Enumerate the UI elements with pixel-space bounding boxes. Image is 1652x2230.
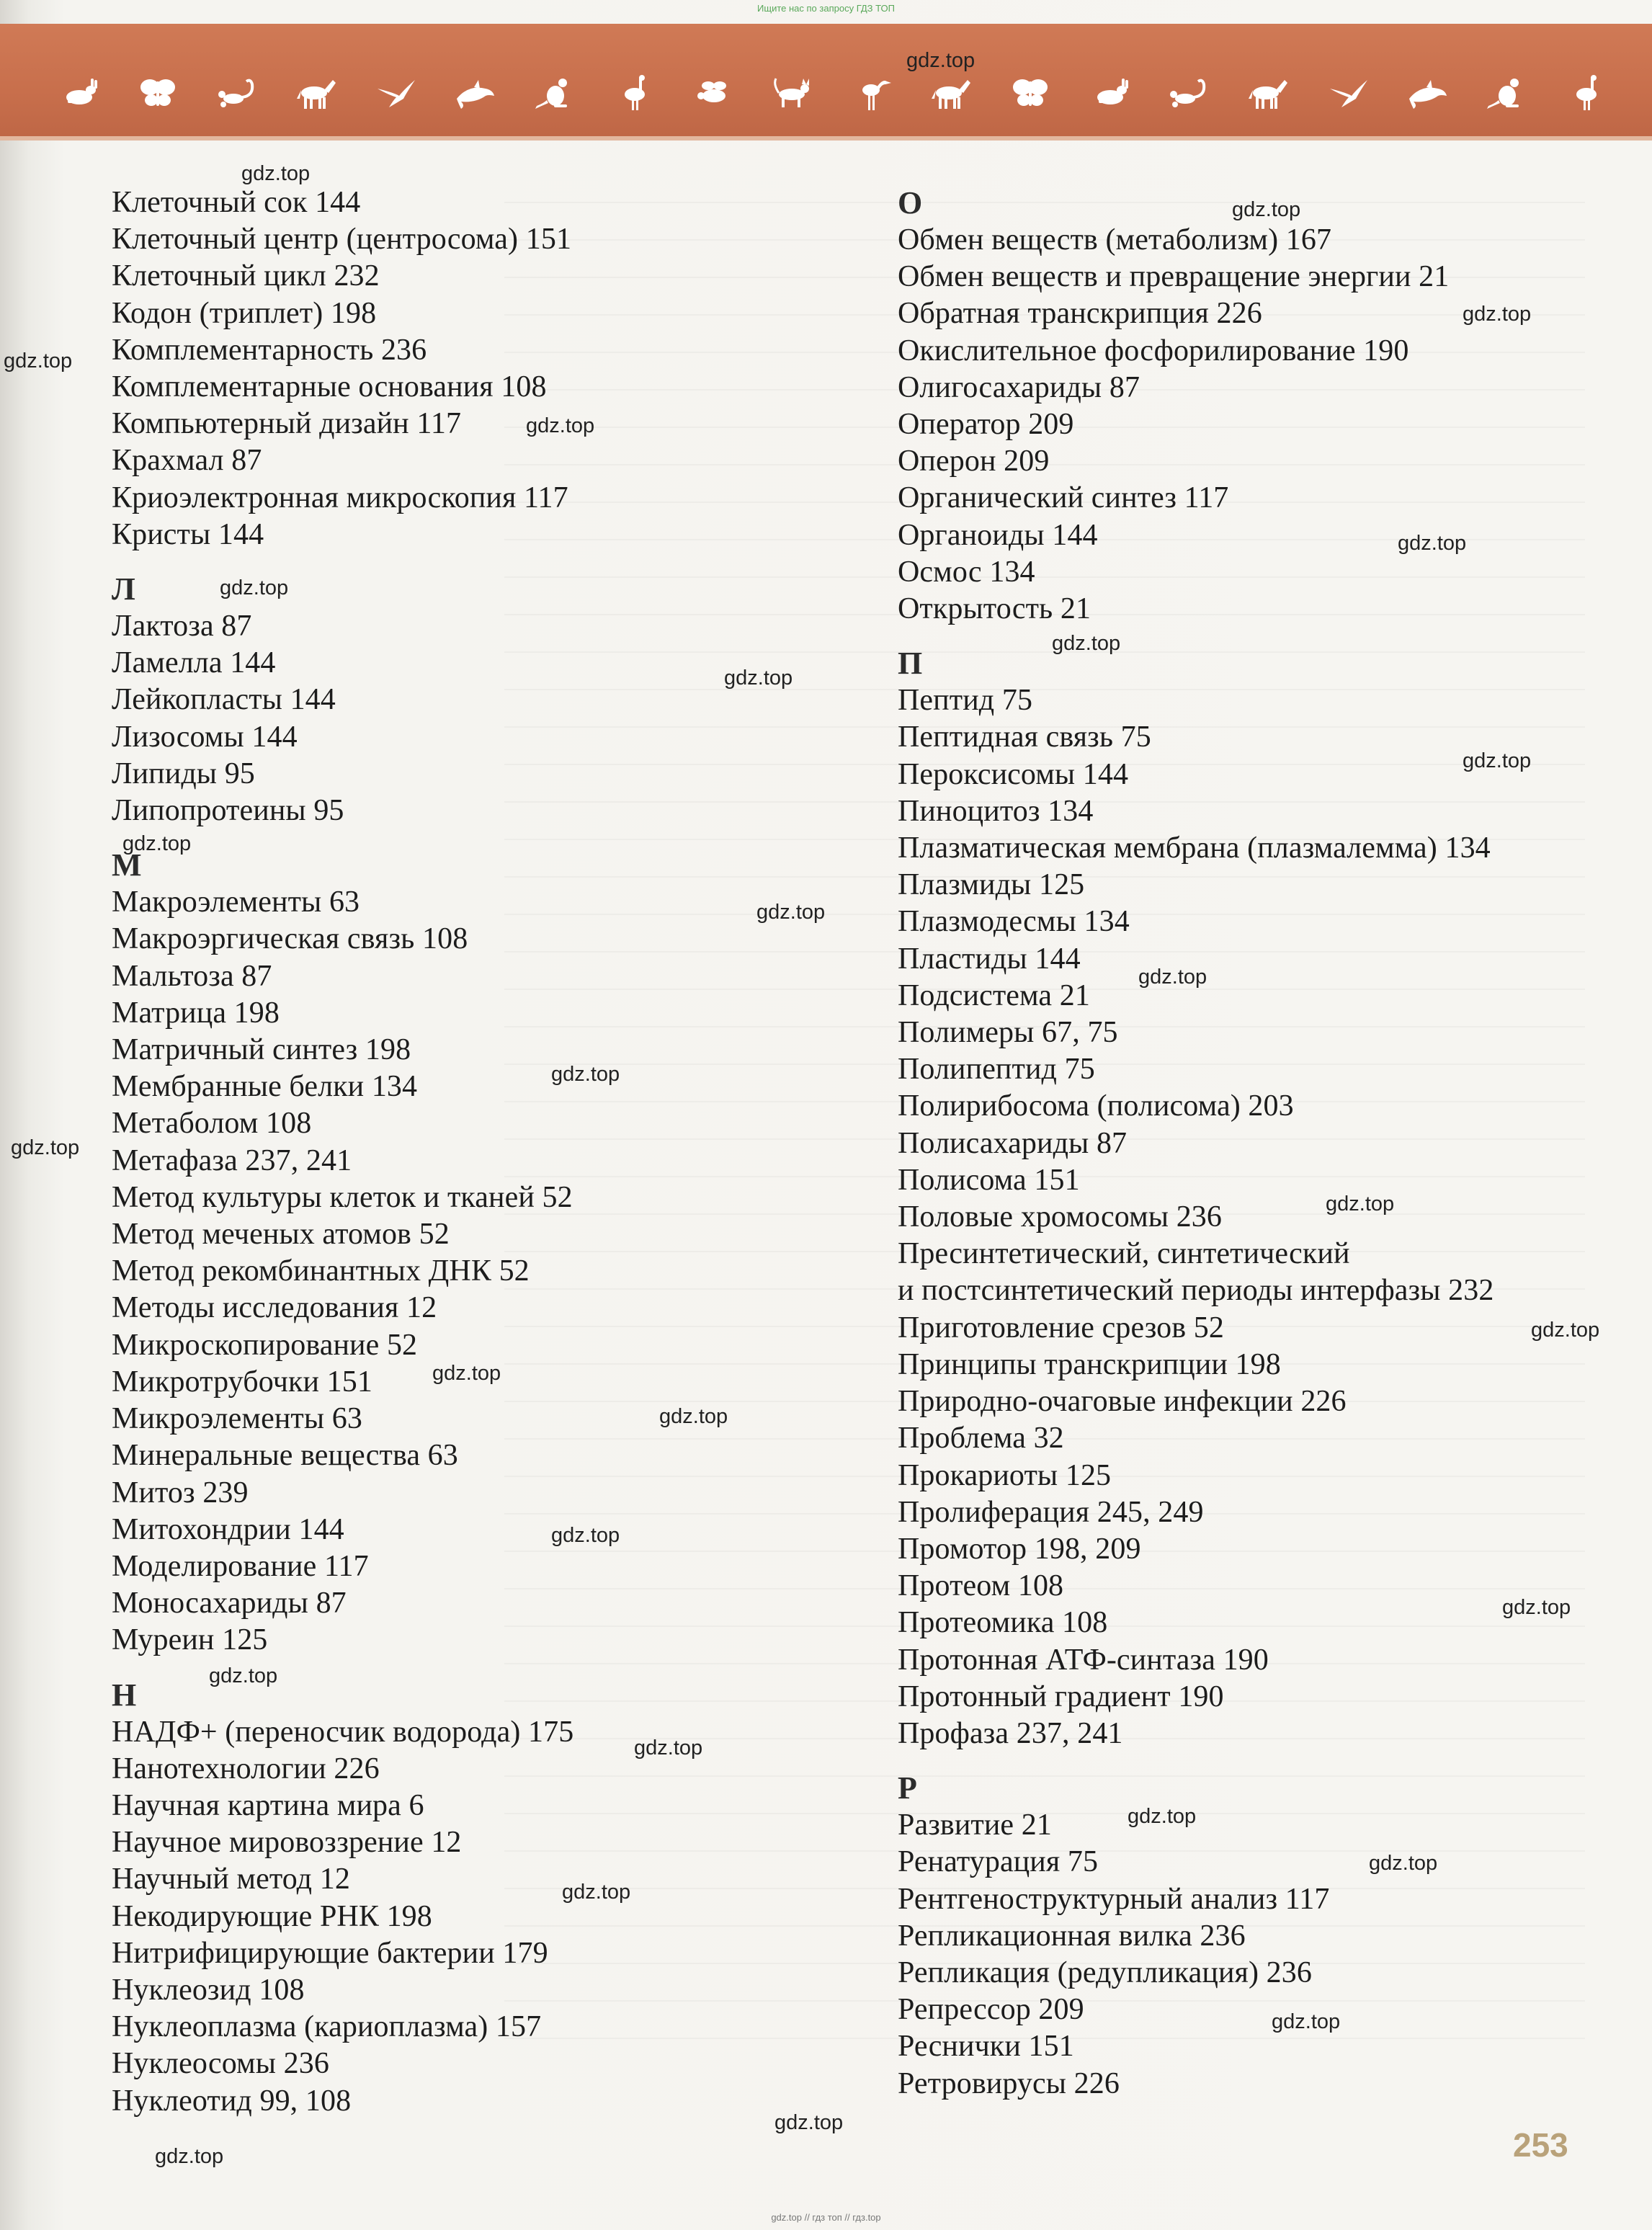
index-entry: Липопротеины 95 — [112, 794, 344, 828]
index-entry: Криоэлектронная микроскопия 117 — [112, 481, 568, 514]
watermark-text: gdz.top — [1502, 1596, 1571, 1619]
index-entry: Мальтоза 87 — [112, 959, 272, 993]
index-entry: Метод рекомбинантных ДНК 52 — [112, 1254, 530, 1288]
watermark-text: gdz.top — [11, 1136, 80, 1159]
index-entry: Полисома 151 — [898, 1163, 1080, 1197]
index-column-left — [112, 184, 868, 2120]
index-entry: Развитие 21 — [898, 1808, 1052, 1842]
index-entry: Мембранные белки 134 — [112, 1070, 418, 1104]
index-entry: Нуклеосомы 236 — [112, 2047, 329, 2081]
index-entry: Микроскопирование 52 — [112, 1328, 418, 1362]
index-entry: Лизосомы 144 — [112, 720, 298, 754]
index-entry: Профаза 237, 241 — [898, 1716, 1123, 1750]
index-entry: Кристы 144 — [112, 517, 264, 551]
watermark-text: gdz.top — [562, 1881, 631, 1904]
index-entry: Протонный градиент 190 — [898, 1680, 1224, 1713]
index-entry: Пептид 75 — [898, 684, 1033, 718]
banner-strip — [0, 136, 1652, 141]
index-entry: Моносахариды 87 — [112, 1587, 347, 1620]
index-entry: Научный метод 12 — [112, 1863, 350, 1896]
index-entry: Компьютерный дизайн 117 — [112, 407, 462, 441]
dolphin-icon — [1406, 74, 1448, 110]
index-entry: Микроэлементы 63 — [112, 1402, 362, 1436]
hare-icon — [1089, 74, 1130, 110]
top-notice: Ищите нас по запросу ГДЗ ТОП — [757, 3, 895, 14]
index-entry: Оператор 209 — [898, 408, 1074, 442]
index-entry: Клеточный цикл 232 — [112, 259, 380, 293]
watermark-text: gdz.top — [1138, 965, 1207, 989]
section-gap — [898, 628, 1618, 645]
index-entry: Полирибосома (полисома) 203 — [898, 1089, 1294, 1123]
index-entry: Принципы транскрипции 198 — [898, 1347, 1281, 1381]
index-column-right — [898, 184, 1618, 2102]
index-entry: Методы исследования 12 — [112, 1291, 437, 1325]
section-gap — [112, 553, 868, 571]
index-entry: Научное мировоззрение 12 — [112, 1826, 462, 1860]
index-entry: Полимеры 67, 75 — [898, 1016, 1118, 1050]
index-entry: Протонная АТФ-синтаза 190 — [898, 1643, 1269, 1677]
watermark-text: gdz.top — [209, 1664, 278, 1687]
index-entry: Макроэлементы 63 — [112, 886, 360, 919]
index-entry: Крахмал 87 — [112, 444, 262, 478]
heron-icon — [851, 74, 893, 110]
index-entry: Репликация (редупликация) 236 — [898, 1955, 1312, 1989]
bee-icon — [692, 74, 734, 110]
index-entry: Пиноцитоз 134 — [898, 794, 1094, 828]
index-entry: Протеом 108 — [898, 1569, 1064, 1603]
index-entry: Окислительное фосфорилирование 190 — [898, 334, 1409, 367]
index-entry: Плазматическая мембрана (плазмалемма) 134 — [898, 831, 1491, 865]
index-entry: Обмен веществ (метаболизм) 167 — [898, 223, 1332, 257]
index-entry: Минеральные вещества 63 — [112, 1439, 458, 1473]
watermark-text: gdz.top — [1463, 303, 1532, 326]
index-entry: Метафаза 237, 241 — [112, 1143, 352, 1177]
watermark-text: gdz.top — [122, 832, 192, 855]
index-entry: Реснички 151 — [898, 2030, 1074, 2064]
index-entry: Пептидная связь 75 — [898, 721, 1151, 754]
watermark-text: gdz.top — [432, 1362, 501, 1385]
watermark-text: gdz.top — [1531, 1319, 1600, 1342]
index-entry: Подсистема 21 — [898, 978, 1090, 1012]
watermark-text: gdz.top — [1398, 532, 1467, 555]
index-entry: Муреин 125 — [112, 1623, 268, 1657]
index-entry: Моделирование 117 — [112, 1549, 369, 1583]
index-entry: Ламелла 144 — [112, 646, 276, 680]
dolphin-icon — [454, 74, 496, 110]
index-entry: Олигосахариды 87 — [898, 370, 1140, 404]
ostrich-icon — [613, 74, 655, 110]
hare-icon — [58, 74, 99, 110]
index-entry: Прокариоты 125 — [898, 1458, 1112, 1492]
horse-icon — [930, 74, 972, 110]
index-entry: Половые хромосомы 236 — [898, 1200, 1222, 1234]
horse-icon — [295, 74, 337, 110]
horse-icon — [1247, 74, 1289, 110]
index-letter-heading: П — [898, 646, 923, 682]
watermark-text: gdz.top — [220, 576, 289, 599]
watermark-text: gdz.top — [1052, 632, 1121, 655]
watermark-text: gdz.top — [551, 1524, 620, 1547]
index-entry: Лейкопласты 144 — [112, 683, 336, 717]
cat-icon — [772, 74, 813, 110]
watermark-text: gdz.top — [1272, 2010, 1341, 2033]
butterfly-icon — [1009, 74, 1051, 110]
butterfly-icon — [137, 74, 179, 110]
kangaroo-icon — [1486, 74, 1527, 110]
watermark-text: gdz.top — [1128, 1805, 1197, 1828]
index-entry: Плазмодесмы 134 — [898, 905, 1130, 939]
bottom-notice: gdz.top // гдз топ // гдз.top — [771, 2212, 881, 2223]
index-entry: Ренатурация 75 — [898, 1845, 1099, 1879]
watermark-text: gdz.top — [724, 666, 793, 690]
index-entry: Нуклеотид 99, 108 — [112, 2084, 352, 2118]
scorpion-icon — [216, 74, 258, 110]
index-entry: Научная картина мира 6 — [112, 1788, 424, 1822]
kangaroo-icon — [534, 74, 576, 110]
index-entry: Промотор 198, 209 — [898, 1532, 1141, 1566]
index-entry: Комплементарность 236 — [112, 333, 427, 367]
index-letter-heading: Р — [898, 1770, 917, 1806]
index-entry: Рентгеноструктурный анализ 117 — [898, 1882, 1330, 1916]
index-entry: Матрица 198 — [112, 996, 280, 1030]
index-entry: и постсинтетический периоды интерфазы 232 — [898, 1274, 1494, 1308]
watermark-text: gdz.top — [659, 1405, 728, 1428]
index-entry: Нуклеозид 108 — [112, 1973, 305, 2007]
index-entry: Некодирующие РНК 198 — [112, 1899, 432, 1933]
index-entry: Лактоза 87 — [112, 610, 252, 643]
index-entry: Пероксисомы 144 — [898, 757, 1129, 791]
index-entry: Органоиды 144 — [898, 518, 1098, 552]
index-entry: Проблема 32 — [898, 1422, 1064, 1455]
index-entry: Органический синтез 117 — [898, 481, 1229, 515]
index-entry: Репрессор 209 — [898, 1993, 1084, 2027]
section-gap — [112, 829, 868, 847]
watermark-text: gdz.top — [1326, 1192, 1395, 1216]
index-entry: Оперон 209 — [898, 445, 1050, 478]
section-gap — [898, 1752, 1618, 1770]
index-entry: Липиды 95 — [112, 757, 255, 790]
watermark-text: gdz.top — [1463, 749, 1532, 772]
index-entry: Кодон (триплет) 198 — [112, 296, 377, 330]
watermark-text: gdz.top — [1232, 198, 1301, 221]
index-entry: Метаболом 108 — [112, 1107, 312, 1141]
index-entry: Митохондрии 144 — [112, 1512, 344, 1546]
index-entry: Приготовление срезов 52 — [898, 1311, 1224, 1344]
index-entry: Клеточный сок 144 — [112, 186, 361, 219]
index-letter-heading: О — [898, 185, 923, 220]
index-entry: Природно-очаговые инфекции 226 — [898, 1385, 1347, 1419]
watermark-text: gdz.top — [756, 901, 826, 924]
index-letter-heading: Н — [112, 1677, 137, 1713]
watermark-text: gdz.top — [155, 2145, 224, 2168]
index-entry: Микротрубочки 151 — [112, 1365, 372, 1399]
index-letter-heading: М — [112, 847, 142, 883]
watermark-text: gdz.top — [774, 2111, 844, 2134]
index-entry: Полисахариды 87 — [898, 1126, 1128, 1160]
watermark-text: gdz.top — [241, 162, 311, 185]
index-entry: Обмен веществ и превращение энергии 21 — [898, 260, 1450, 294]
index-entry: Открытость 21 — [898, 592, 1091, 626]
watermark-text: gdz.top — [1369, 1852, 1438, 1875]
index-entry: Нитрифицирующие бактерии 179 — [112, 1936, 548, 1970]
ostrich-icon — [1565, 74, 1607, 110]
index-entry: Репликационная вилка 236 — [898, 1919, 1246, 1953]
index-entry: Ретровирусы 226 — [898, 2066, 1120, 2100]
watermark-text: gdz.top — [551, 1063, 620, 1086]
index-letter-heading: Л — [112, 571, 135, 607]
index-entry: Пресинтетический, синтетический — [898, 1237, 1350, 1271]
scorpion-icon — [1168, 74, 1210, 110]
index-entry: Протеомика 108 — [898, 1606, 1108, 1640]
watermark-text: gdz.top — [634, 1736, 703, 1760]
watermark-text: gdz.top — [906, 49, 975, 72]
index-entry: Макроэргическая связь 108 — [112, 922, 468, 956]
index-entry: Комплементарные основания 108 — [112, 370, 547, 404]
index-entry: Метод культуры клеток и тканей 52 — [112, 1180, 573, 1214]
watermark-text: gdz.top — [526, 414, 595, 437]
animal-silhouettes — [58, 72, 1607, 112]
index-entry: Клеточный центр (центросома) 151 — [112, 223, 572, 257]
index-entry: Митоз 239 — [112, 1476, 249, 1509]
index-entry: Обратная транскрипция 226 — [898, 297, 1262, 331]
index-entry: Нуклеоплазма (кариоплазма) 157 — [112, 2010, 542, 2044]
index-entry: Нанотехнологии 226 — [112, 1752, 380, 1785]
index-entry: Осмос 134 — [898, 555, 1035, 589]
index-entry: Полипептид 75 — [898, 1053, 1095, 1087]
index-entry: Метод меченых атомов 52 — [112, 1218, 450, 1252]
watermark-text: gdz.top — [4, 349, 73, 373]
index-entry: Матричный синтез 198 — [112, 1033, 411, 1067]
swallow-icon — [375, 74, 416, 110]
index-entry: НАДФ+ (переносчик водорода) 175 — [112, 1715, 574, 1749]
index-entry: Пластиды 144 — [898, 942, 1081, 976]
index-entry: Пролиферация 245, 249 — [898, 1495, 1204, 1529]
swallow-icon — [1327, 74, 1369, 110]
index-entry: Плазмиды 125 — [898, 868, 1085, 902]
page-number: 253 — [1513, 2126, 1568, 2164]
